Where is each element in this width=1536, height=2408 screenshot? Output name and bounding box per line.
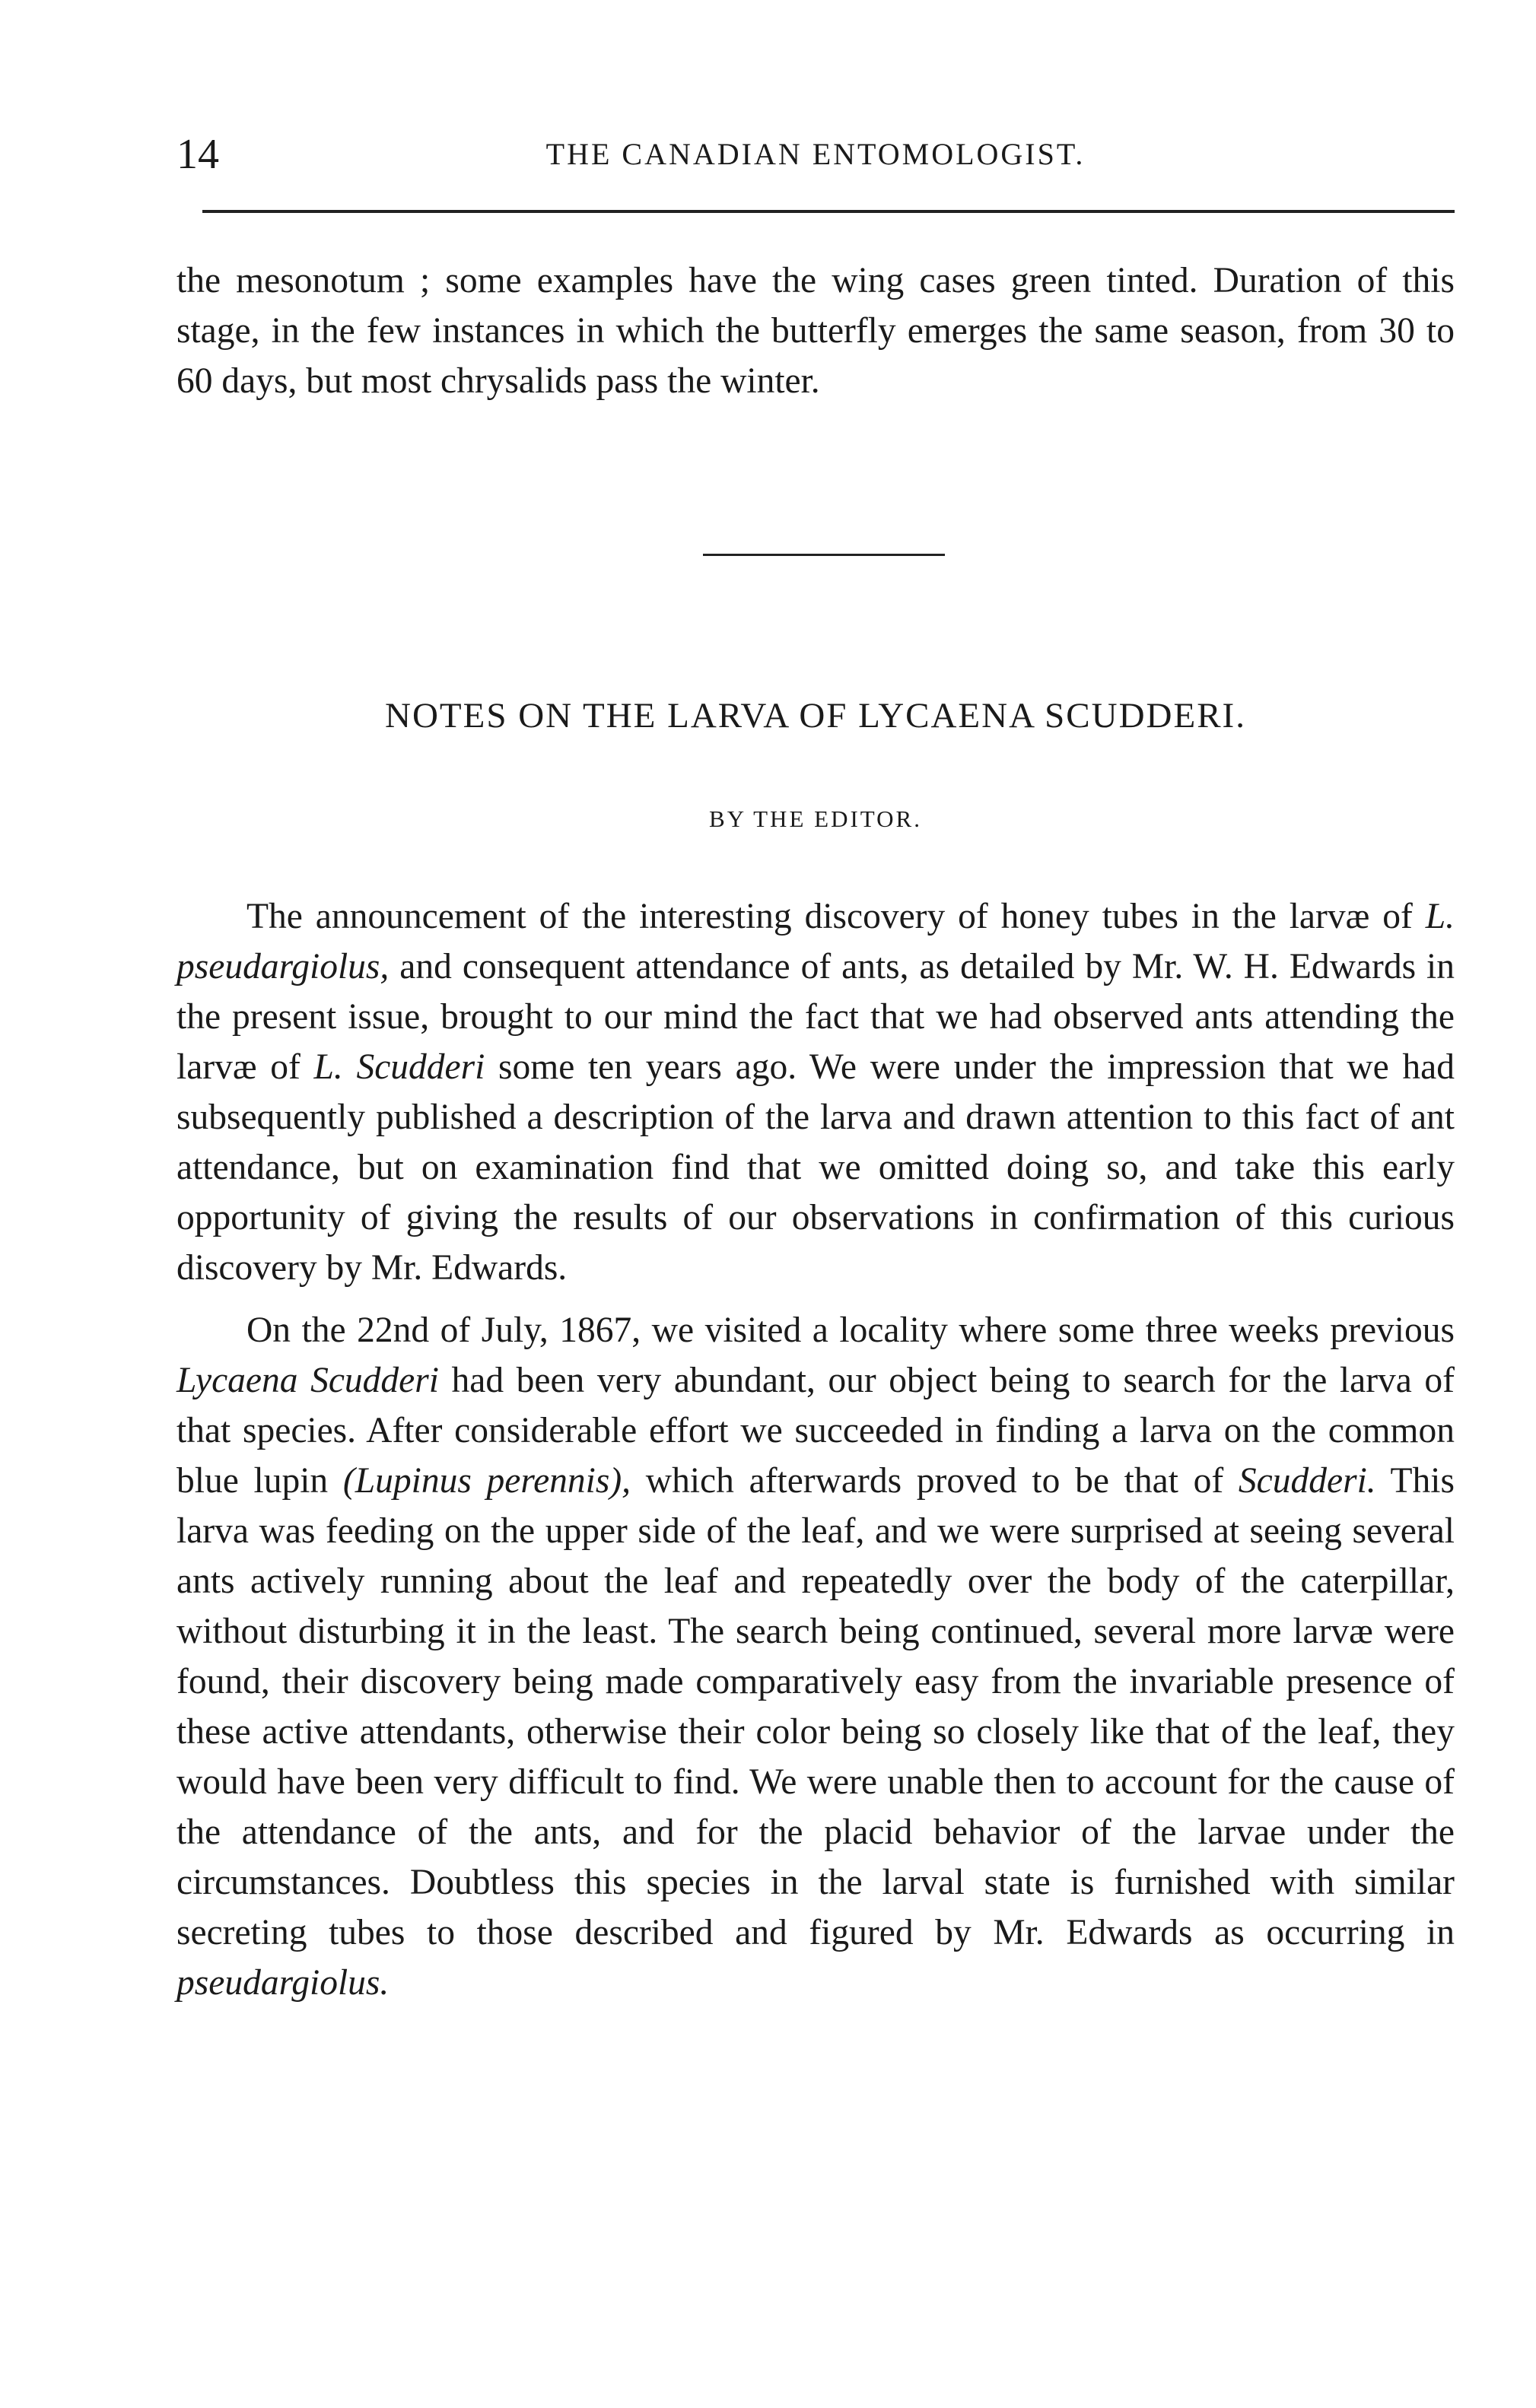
paragraph-2-text-3: which afterwards proved to be that of [631, 1461, 1239, 1501]
paragraph-2-text-1: On the 22nd of July, 1867, we visited a locality where some three weeks previous [246, 1310, 1455, 1350]
article-body [176, 891, 1455, 2008]
plant-name: (Lupinus perennis), [342, 1461, 631, 1501]
article-title: NOTES ON THE LARVA OF LYCAENA SCUDDERI. [385, 696, 1246, 735]
species-name: Lycaena Scudderi [176, 1361, 439, 1400]
paragraph-1-text-2: and consequent attendance of ants, as detailed by Mr. W. H. Edwards in the present issue, brought to our mind the fact that we had observed ants attending the larvæ of [176, 947, 1455, 1087]
journal-title: THE CANADIAN ENTOMOLOGIST. [545, 137, 1086, 171]
running-head [176, 128, 1455, 181]
species-name: L. pseudargiolus, [176, 897, 1455, 986]
paragraph-1-text-3: some ten years ago. We were under the impression that we had subsequently published a description of the larva and drawn attention to this fact of ant attendance, but on examination find that we omitted doing so, and take this early opportunity of giving the results of our observations in confirmation of this curious discovery by Mr. Edwards. [176, 1047, 1455, 1288]
species-name: L. Scudderi [313, 1047, 485, 1087]
carryover-paragraph: the mesonotum ; some examples have the wing cases green tinted. Duration of this stage, in the few instances in which the butterfly emerges the same season, from 30 to 60 days, but most chrysalids pass the winter. [176, 261, 1455, 401]
header-rule [202, 210, 1455, 213]
species-name: pseudargiolus. [176, 1963, 390, 2003]
article-byline: BY THE EDITOR. [709, 805, 922, 832]
section-divider [703, 554, 945, 556]
paragraph-2-text-2: had been very abundant, our object being to search for the larva of that species. After considerable effort we succeeded in finding a larva on the common blue lupin [176, 1361, 1455, 1501]
paragraph-2-text-4: This larva was feeding on the upper side of the leaf, and we were surprised at seeing several ants actively running about the leaf and repeatedly over the body of the caterpillar, without disturbing it in the least. The search being continued, several more larvæ were found, their discovery being made comparatively easy from the invariable presence of these active attendants, otherwise their color being so closely like that of the leaf, they would have been very difficult to find. We were unable then to account for the cause of the attendance of the ants, and for the placid behavior of the larvae under the circumstances. Doubtless this species in the larval state is furnished with similar secreting tubes to those described and figured by Mr. Edwards as occurring in [176, 1461, 1455, 1952]
paragraph-1-text-1: The announcement of the interesting discovery of honey tubes in the larvæ of [246, 897, 1426, 936]
species-name: Scudderi. [1238, 1461, 1376, 1501]
paragraph-1 [176, 891, 1455, 1293]
paragraph-2 [176, 1305, 1455, 2008]
carryover-text [176, 256, 1455, 406]
page-number: 14 [176, 131, 219, 178]
